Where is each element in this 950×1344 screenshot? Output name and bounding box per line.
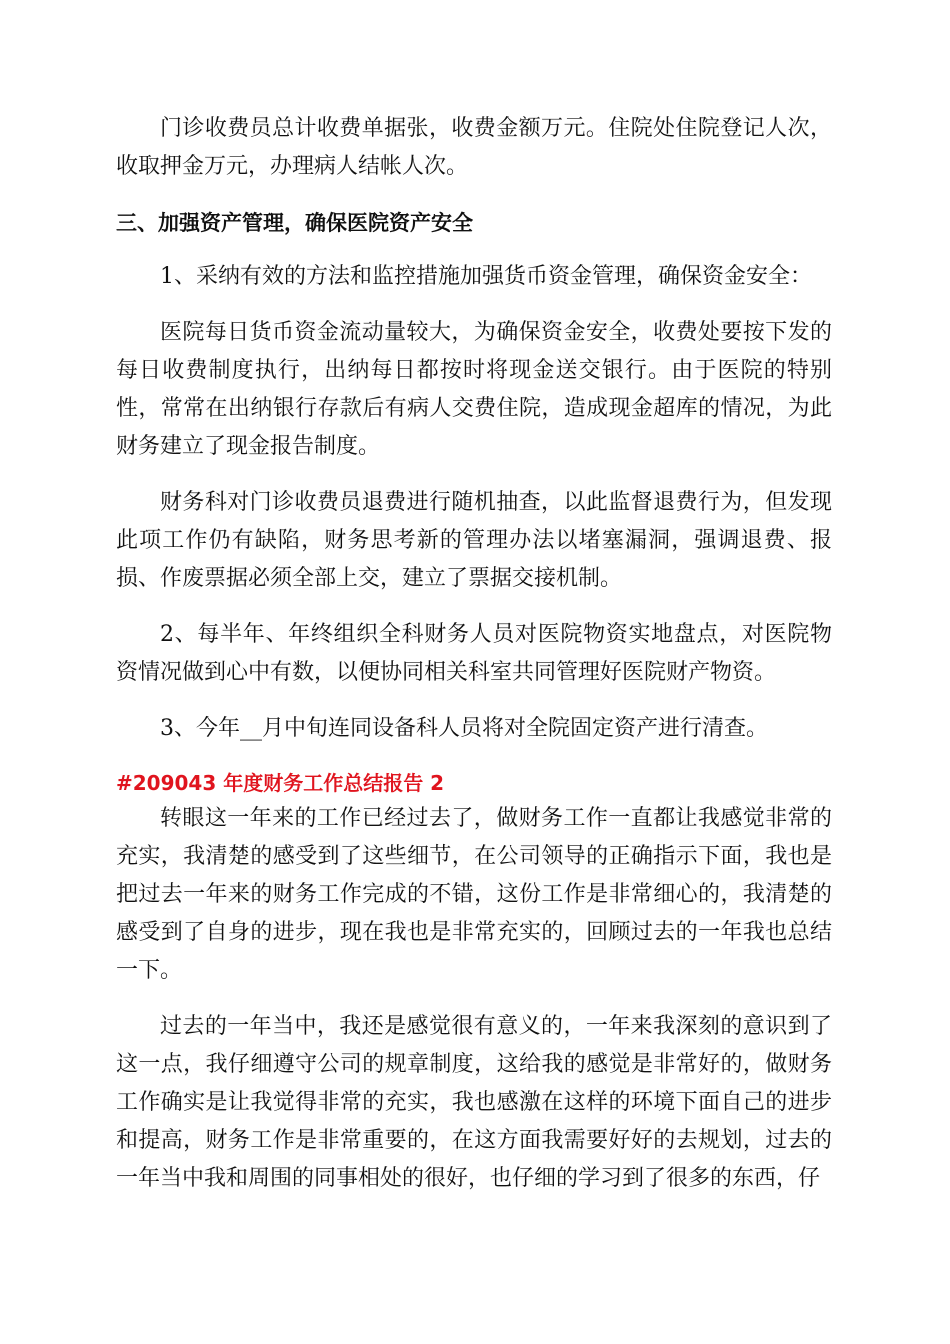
document-page <box>116 110 832 1198</box>
section-heading-asset-management: 三、加强资产管理，确保医院资产安全 <box>116 211 473 235</box>
paragraph-inventory-check: 2、每半年、年终组织全科财务人员对医院物资实地盘点，对医院物资情况做到心中有数，以便协同相关科室共同管理好医院财产物资。 <box>116 622 832 685</box>
paragraph-fixed-asset-check: 3、今年__月中旬连同设备科人员将对全院固定资产进行清查。 <box>160 716 768 741</box>
paragraph-past-year: 过去的一年当中，我还是感觉很有意义的，一年来我深刻的意识到了这一点，我仔细遵守公司的规章制度，这给我的感觉是非常好的，做财务工作确实是让我觉得非常的充实，我也感激在这样的环境下面自己的进步和提高，财务工作是非常重要的，在这方面我需要好好的去规划，过去的一年当中我和周围的同事相处的很好，也仔细的学习到了很多的东西，仔 <box>116 1014 832 1191</box>
paragraph-year-review: 转眼这一年来的工作已经过去了，做财务工作一直都让我感觉非常的充实，我清楚的感受到了这些细节，在公司领导的正确指示下面，我也是把过去一年来的财务工作完成的不错，这份工作是非常细心的，我清楚的感受到了自身的进步，现在我也是非常充实的，回顾过去的一年我也总结一下。 <box>116 806 832 983</box>
paragraph-refund-audit: 财务科对门诊收费员退费进行随机抽查，以此监督退费行为，但发现此项工作仍有缺陷，财务思考新的管理办法以堵塞漏洞，强调退费、报损、作废票据必须全部上交，建立了票据交接机制。 <box>116 490 832 591</box>
report-title: #209043 年度财务工作总结报告 2 <box>116 771 445 795</box>
paragraph-daily-cash-flow: 医院每日货币资金流动量较大，为确保资金安全，收费处要按下发的每日收费制度执行，出纳每日都按时将现金送交银行。由于医院的特别性，常常在出纳银行存款后有病人交费住院，造成现金超库的情况，为此财务建立了现金报告制度。 <box>116 320 832 459</box>
paragraph-cash-management: 1、采纳有效的方法和监控措施加强货币资金管理，确保资金安全： <box>160 264 812 289</box>
paragraph-cashier-stats: 门诊收费员总计收费单据张，收费金额万元。住院处住院登记人次，收取押金万元，办理病人结帐人次。 <box>116 116 832 179</box>
